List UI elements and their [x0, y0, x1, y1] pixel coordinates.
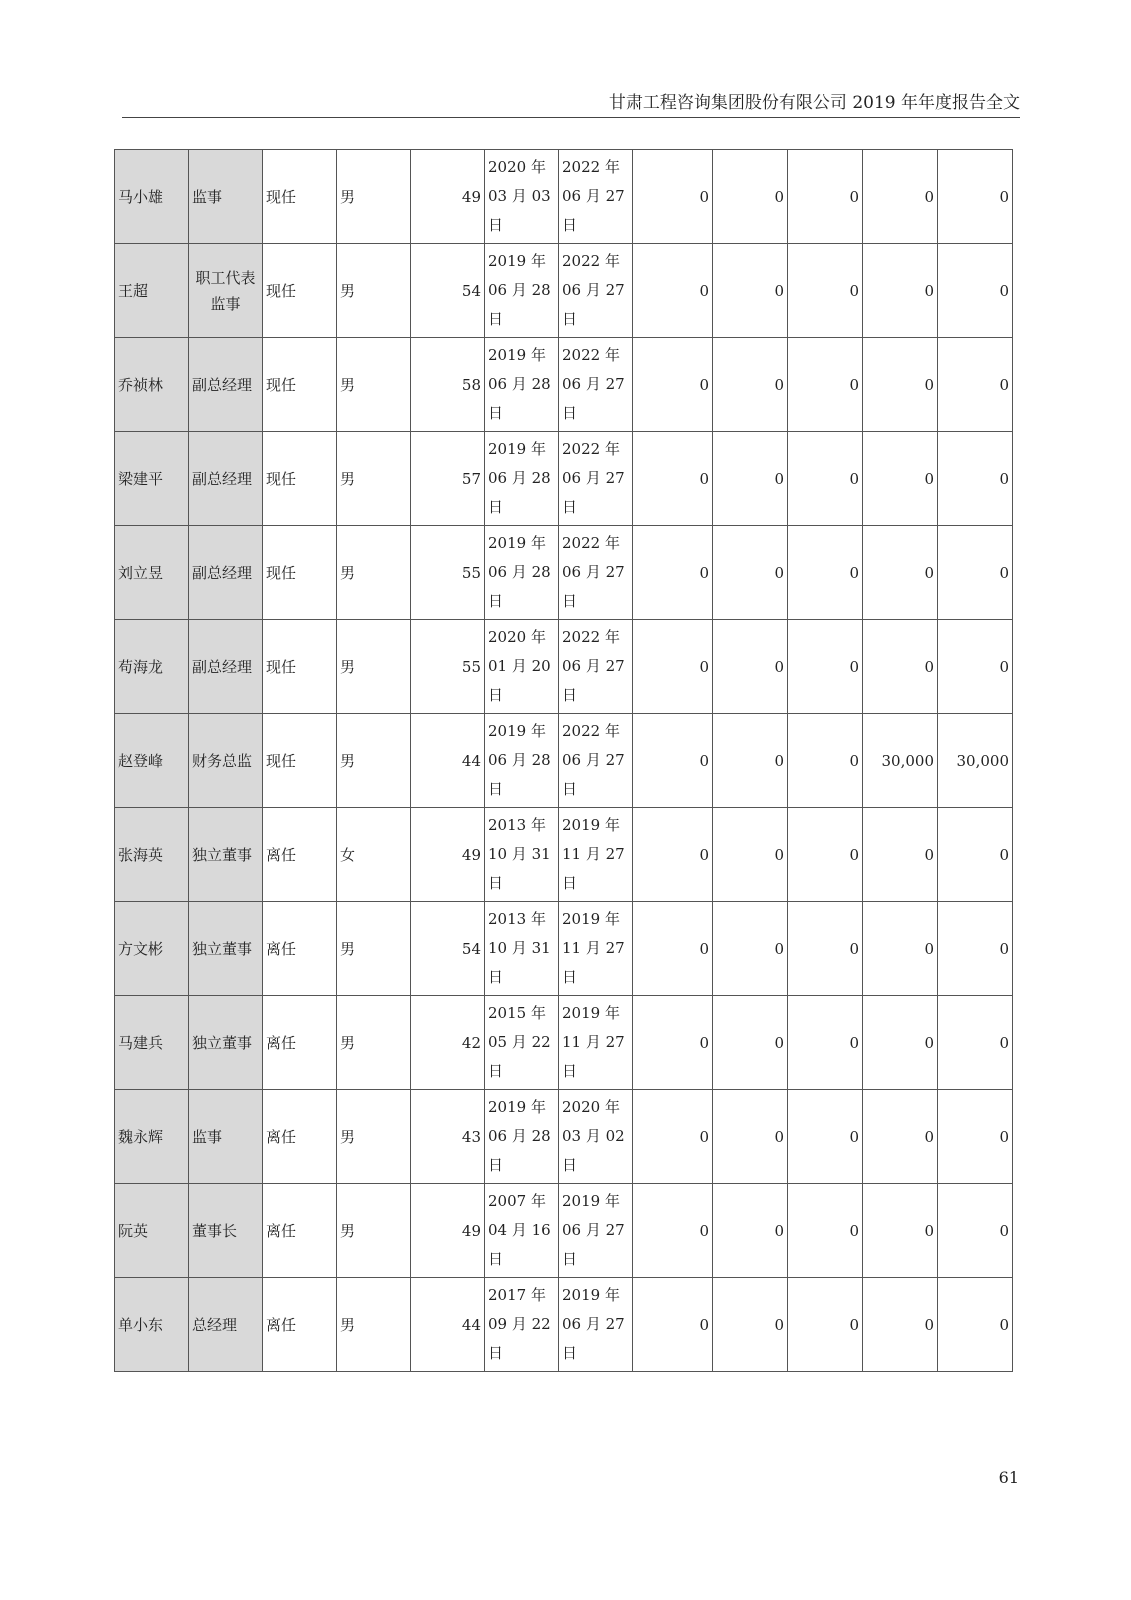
table-row [115, 1090, 1013, 1184]
cell-position: 副总经理 [189, 526, 263, 620]
cell-position: 副总经理 [189, 338, 263, 432]
table-row [115, 808, 1013, 902]
cell-term-start [485, 1090, 559, 1184]
cell-position: 独立董事 [189, 902, 263, 996]
cell-position: 监事 [189, 1090, 263, 1184]
cell-value-4: 0 [863, 1090, 938, 1184]
cell-position: 副总经理 [189, 432, 263, 526]
cell-term-start-line: 06 月 28 [488, 375, 551, 393]
cell-term-start-line: 2019 年 [488, 252, 546, 270]
cell-term-end [559, 526, 633, 620]
cell-term-end [559, 1090, 633, 1184]
table-body [115, 150, 1013, 1372]
cell-term-end-line: 06 月 27 [562, 375, 625, 393]
cell-value-5: 0 [938, 244, 1013, 338]
cell-value-2: 0 [713, 1090, 788, 1184]
cell-term-end [559, 808, 633, 902]
cell-value-2: 0 [713, 1278, 788, 1372]
table-row [115, 432, 1013, 526]
cell-term-start-line: 06 月 28 [488, 469, 551, 487]
cell-position: 董事长 [189, 1184, 263, 1278]
cell-value-1: 0 [633, 1184, 713, 1278]
cell-age: 49 [411, 150, 485, 244]
cell-term-start-line: 2019 年 [488, 534, 546, 552]
cell-term-end-line: 日 [562, 1062, 578, 1080]
cell-value-2: 0 [713, 150, 788, 244]
report-title: 甘肃工程咨询集团股份有限公司 2019 年年度报告全文 [608, 93, 1020, 113]
cell-term-end-line: 06 月 27 [562, 1315, 625, 1333]
cell-term-start-line: 2019 年 [488, 440, 546, 458]
cell-term-start-line: 10 月 31 [488, 939, 551, 957]
cell-term-end-line: 2022 年 [562, 628, 620, 646]
cell-status: 离任 [263, 902, 337, 996]
cell-position: 总经理 [189, 1278, 263, 1372]
cell-position: 监事 [189, 150, 263, 244]
cell-value-2: 0 [713, 526, 788, 620]
cell-value-4: 0 [863, 526, 938, 620]
cell-term-end-line: 06 月 27 [562, 187, 625, 205]
cell-value-4: 0 [863, 902, 938, 996]
cell-position: 职工代表监事 [189, 244, 263, 338]
cell-term-start [485, 714, 559, 808]
cell-term-start-line: 日 [488, 216, 504, 234]
cell-term-end-line: 日 [562, 498, 578, 516]
cell-age: 49 [411, 808, 485, 902]
cell-term-start-line: 2013 年 [488, 910, 546, 928]
cell-value-5: 0 [938, 1278, 1013, 1372]
cell-term-end-line: 日 [562, 1156, 578, 1174]
cell-gender: 女 [337, 808, 411, 902]
cell-gender: 男 [337, 714, 411, 808]
cell-term-end-line: 2019 年 [562, 1004, 620, 1022]
cell-term-end-line: 2022 年 [562, 722, 620, 740]
cell-status: 现任 [263, 620, 337, 714]
cell-name: 张海英 [115, 808, 189, 902]
cell-term-start-line: 日 [488, 686, 504, 704]
table-row [115, 244, 1013, 338]
cell-term-end-line: 2022 年 [562, 158, 620, 176]
cell-term-start-line: 日 [488, 310, 504, 328]
cell-value-2: 0 [713, 808, 788, 902]
cell-name: 梁建平 [115, 432, 189, 526]
cell-value-4: 0 [863, 150, 938, 244]
cell-gender: 男 [337, 1090, 411, 1184]
cell-position: 独立董事 [189, 808, 263, 902]
cell-value-4: 30,000 [863, 714, 938, 808]
cell-age: 55 [411, 620, 485, 714]
cell-value-1: 0 [633, 714, 713, 808]
cell-term-end-line: 日 [562, 686, 578, 704]
cell-term-end-line: 日 [562, 968, 578, 986]
cell-gender: 男 [337, 526, 411, 620]
cell-gender: 男 [337, 244, 411, 338]
cell-term-end-line: 日 [562, 310, 578, 328]
cell-term-end-line: 2020 年 [562, 1098, 620, 1116]
cell-age: 43 [411, 1090, 485, 1184]
page-number: 61 [998, 1468, 1019, 1487]
cell-value-5: 0 [938, 432, 1013, 526]
personnel-table [114, 149, 1013, 1372]
table-row [115, 338, 1013, 432]
cell-term-start [485, 1278, 559, 1372]
cell-term-start-line: 日 [488, 592, 504, 610]
cell-value-5: 0 [938, 808, 1013, 902]
cell-term-start-line: 日 [488, 404, 504, 422]
cell-value-5: 0 [938, 526, 1013, 620]
table-row [115, 1184, 1013, 1278]
cell-value-2: 0 [713, 714, 788, 808]
cell-value-4: 0 [863, 996, 938, 1090]
cell-term-start-line: 05 月 22 [488, 1033, 551, 1051]
cell-term-end-line: 2022 年 [562, 440, 620, 458]
cell-value-3: 0 [788, 150, 863, 244]
cell-name: 赵登峰 [115, 714, 189, 808]
cell-name: 马小雄 [115, 150, 189, 244]
cell-value-5: 0 [938, 150, 1013, 244]
cell-age: 54 [411, 902, 485, 996]
cell-value-5: 0 [938, 1184, 1013, 1278]
cell-value-5: 0 [938, 996, 1013, 1090]
cell-term-start-line: 2017 年 [488, 1286, 546, 1304]
table-row [115, 714, 1013, 808]
cell-term-end [559, 1278, 633, 1372]
cell-value-1: 0 [633, 902, 713, 996]
cell-age: 57 [411, 432, 485, 526]
cell-age: 44 [411, 714, 485, 808]
cell-value-4: 0 [863, 338, 938, 432]
cell-value-3: 0 [788, 1278, 863, 1372]
cell-age: 42 [411, 996, 485, 1090]
cell-term-end [559, 714, 633, 808]
cell-term-start-line: 日 [488, 1250, 504, 1268]
cell-status: 现任 [263, 244, 337, 338]
cell-term-end-line: 11 月 27 [562, 1033, 625, 1051]
cell-age: 49 [411, 1184, 485, 1278]
cell-term-end [559, 150, 633, 244]
cell-term-start-line: 03 月 03 [488, 187, 551, 205]
cell-term-end [559, 996, 633, 1090]
cell-gender: 男 [337, 338, 411, 432]
cell-term-end [559, 432, 633, 526]
cell-name: 刘立昱 [115, 526, 189, 620]
cell-value-1: 0 [633, 244, 713, 338]
cell-term-start-line: 06 月 28 [488, 281, 551, 299]
cell-term-start-line: 2013 年 [488, 816, 546, 834]
cell-term-start-line: 2019 年 [488, 1098, 546, 1116]
cell-value-3: 0 [788, 714, 863, 808]
cell-gender: 男 [337, 150, 411, 244]
cell-term-end-line: 日 [562, 780, 578, 798]
cell-gender: 男 [337, 432, 411, 526]
cell-term-end-line: 日 [562, 592, 578, 610]
cell-value-4: 0 [863, 808, 938, 902]
cell-term-start-line: 2015 年 [488, 1004, 546, 1022]
cell-status: 离任 [263, 1090, 337, 1184]
cell-value-3: 0 [788, 432, 863, 526]
cell-term-end [559, 1184, 633, 1278]
cell-status: 离任 [263, 1184, 337, 1278]
cell-status: 现任 [263, 150, 337, 244]
cell-term-end-line: 日 [562, 1250, 578, 1268]
cell-value-1: 0 [633, 338, 713, 432]
cell-value-3: 0 [788, 526, 863, 620]
cell-value-2: 0 [713, 902, 788, 996]
cell-age: 44 [411, 1278, 485, 1372]
cell-term-end-line: 2022 年 [562, 534, 620, 552]
cell-term-start-line: 06 月 28 [488, 751, 551, 769]
cell-status: 现任 [263, 526, 337, 620]
cell-value-3: 0 [788, 996, 863, 1090]
cell-term-start-line: 日 [488, 498, 504, 516]
cell-value-1: 0 [633, 996, 713, 1090]
cell-name: 苟海龙 [115, 620, 189, 714]
cell-term-start-line: 06 月 28 [488, 1127, 551, 1145]
cell-term-start [485, 996, 559, 1090]
cell-value-1: 0 [633, 150, 713, 244]
cell-term-start [485, 338, 559, 432]
cell-name: 马建兵 [115, 996, 189, 1090]
cell-value-5: 30,000 [938, 714, 1013, 808]
cell-status: 离任 [263, 1278, 337, 1372]
cell-value-1: 0 [633, 1090, 713, 1184]
cell-term-start-line: 日 [488, 1344, 504, 1362]
cell-name: 王超 [115, 244, 189, 338]
table-row [115, 1278, 1013, 1372]
cell-term-start-line: 2007 年 [488, 1192, 546, 1210]
cell-gender: 男 [337, 1278, 411, 1372]
cell-term-start-line: 日 [488, 1156, 504, 1174]
cell-value-2: 0 [713, 996, 788, 1090]
cell-term-end-line: 03 月 02 [562, 1127, 625, 1145]
cell-name: 方文彬 [115, 902, 189, 996]
cell-term-start-line: 04 月 16 [488, 1221, 551, 1239]
cell-status: 现任 [263, 338, 337, 432]
cell-gender: 男 [337, 620, 411, 714]
cell-value-1: 0 [633, 620, 713, 714]
cell-value-1: 0 [633, 432, 713, 526]
cell-name: 阮英 [115, 1184, 189, 1278]
cell-status: 离任 [263, 808, 337, 902]
cell-age: 54 [411, 244, 485, 338]
cell-value-1: 0 [633, 1278, 713, 1372]
cell-value-2: 0 [713, 1184, 788, 1278]
cell-term-end [559, 244, 633, 338]
cell-term-start [485, 902, 559, 996]
cell-term-start [485, 432, 559, 526]
cell-name: 单小东 [115, 1278, 189, 1372]
cell-term-end-line: 2019 年 [562, 1286, 620, 1304]
cell-term-end-line: 06 月 27 [562, 751, 625, 769]
cell-name: 乔祯林 [115, 338, 189, 432]
cell-term-end-line: 日 [562, 1344, 578, 1362]
cell-value-2: 0 [713, 620, 788, 714]
cell-term-end-line: 11 月 27 [562, 845, 625, 863]
cell-status: 现任 [263, 714, 337, 808]
table-row [115, 526, 1013, 620]
page-header [122, 90, 1020, 118]
cell-gender: 男 [337, 902, 411, 996]
cell-term-start [485, 808, 559, 902]
cell-value-4: 0 [863, 1278, 938, 1372]
cell-term-end-line: 2022 年 [562, 252, 620, 270]
cell-term-end-line: 06 月 27 [562, 281, 625, 299]
cell-value-4: 0 [863, 244, 938, 338]
cell-value-5: 0 [938, 1090, 1013, 1184]
cell-term-end [559, 902, 633, 996]
cell-value-3: 0 [788, 1090, 863, 1184]
cell-term-start-line: 2020 年 [488, 158, 546, 176]
cell-position: 副总经理 [189, 620, 263, 714]
cell-value-1: 0 [633, 526, 713, 620]
cell-age: 58 [411, 338, 485, 432]
cell-term-end-line: 06 月 27 [562, 657, 625, 675]
cell-term-start [485, 244, 559, 338]
cell-value-2: 0 [713, 338, 788, 432]
cell-value-3: 0 [788, 338, 863, 432]
cell-term-end-line: 日 [562, 404, 578, 422]
cell-value-2: 0 [713, 432, 788, 526]
cell-term-end-line: 2019 年 [562, 816, 620, 834]
cell-term-start-line: 日 [488, 968, 504, 986]
cell-term-start-line: 日 [488, 780, 504, 798]
cell-term-start-line: 日 [488, 874, 504, 892]
cell-value-4: 0 [863, 1184, 938, 1278]
cell-term-end-line: 日 [562, 216, 578, 234]
cell-term-start-line: 日 [488, 1062, 504, 1080]
cell-term-start-line: 10 月 31 [488, 845, 551, 863]
cell-term-start-line: 09 月 22 [488, 1315, 551, 1333]
cell-gender: 男 [337, 996, 411, 1090]
cell-value-5: 0 [938, 902, 1013, 996]
cell-position: 财务总监 [189, 714, 263, 808]
cell-position: 独立董事 [189, 996, 263, 1090]
table-row [115, 996, 1013, 1090]
cell-term-end-line: 11 月 27 [562, 939, 625, 957]
cell-value-4: 0 [863, 432, 938, 526]
cell-term-end-line: 日 [562, 874, 578, 892]
cell-term-start [485, 526, 559, 620]
cell-age: 55 [411, 526, 485, 620]
cell-status: 现任 [263, 432, 337, 526]
cell-term-start-line: 2020 年 [488, 628, 546, 646]
table-row [115, 620, 1013, 714]
cell-term-start-line: 06 月 28 [488, 563, 551, 581]
cell-status: 离任 [263, 996, 337, 1090]
cell-term-start [485, 1184, 559, 1278]
cell-term-start [485, 620, 559, 714]
cell-term-end-line: 06 月 27 [562, 563, 625, 581]
cell-value-3: 0 [788, 620, 863, 714]
cell-value-4: 0 [863, 620, 938, 714]
table-row [115, 902, 1013, 996]
cell-value-3: 0 [788, 808, 863, 902]
cell-term-end-line: 2019 年 [562, 1192, 620, 1210]
cell-value-3: 0 [788, 1184, 863, 1278]
cell-term-end [559, 338, 633, 432]
cell-term-start-line: 2019 年 [488, 722, 546, 740]
cell-term-end-line: 2022 年 [562, 346, 620, 364]
cell-value-1: 0 [633, 808, 713, 902]
cell-term-end-line: 06 月 27 [562, 1221, 625, 1239]
cell-term-start-line: 01 月 20 [488, 657, 551, 675]
cell-term-end-line: 2019 年 [562, 910, 620, 928]
cell-value-2: 0 [713, 244, 788, 338]
cell-term-start-line: 2019 年 [488, 346, 546, 364]
table-row [115, 150, 1013, 244]
cell-gender: 男 [337, 1184, 411, 1278]
cell-value-5: 0 [938, 620, 1013, 714]
cell-term-start [485, 150, 559, 244]
cell-value-5: 0 [938, 338, 1013, 432]
cell-value-3: 0 [788, 244, 863, 338]
cell-name: 魏永辉 [115, 1090, 189, 1184]
cell-term-end-line: 06 月 27 [562, 469, 625, 487]
cell-value-3: 0 [788, 902, 863, 996]
cell-term-end [559, 620, 633, 714]
